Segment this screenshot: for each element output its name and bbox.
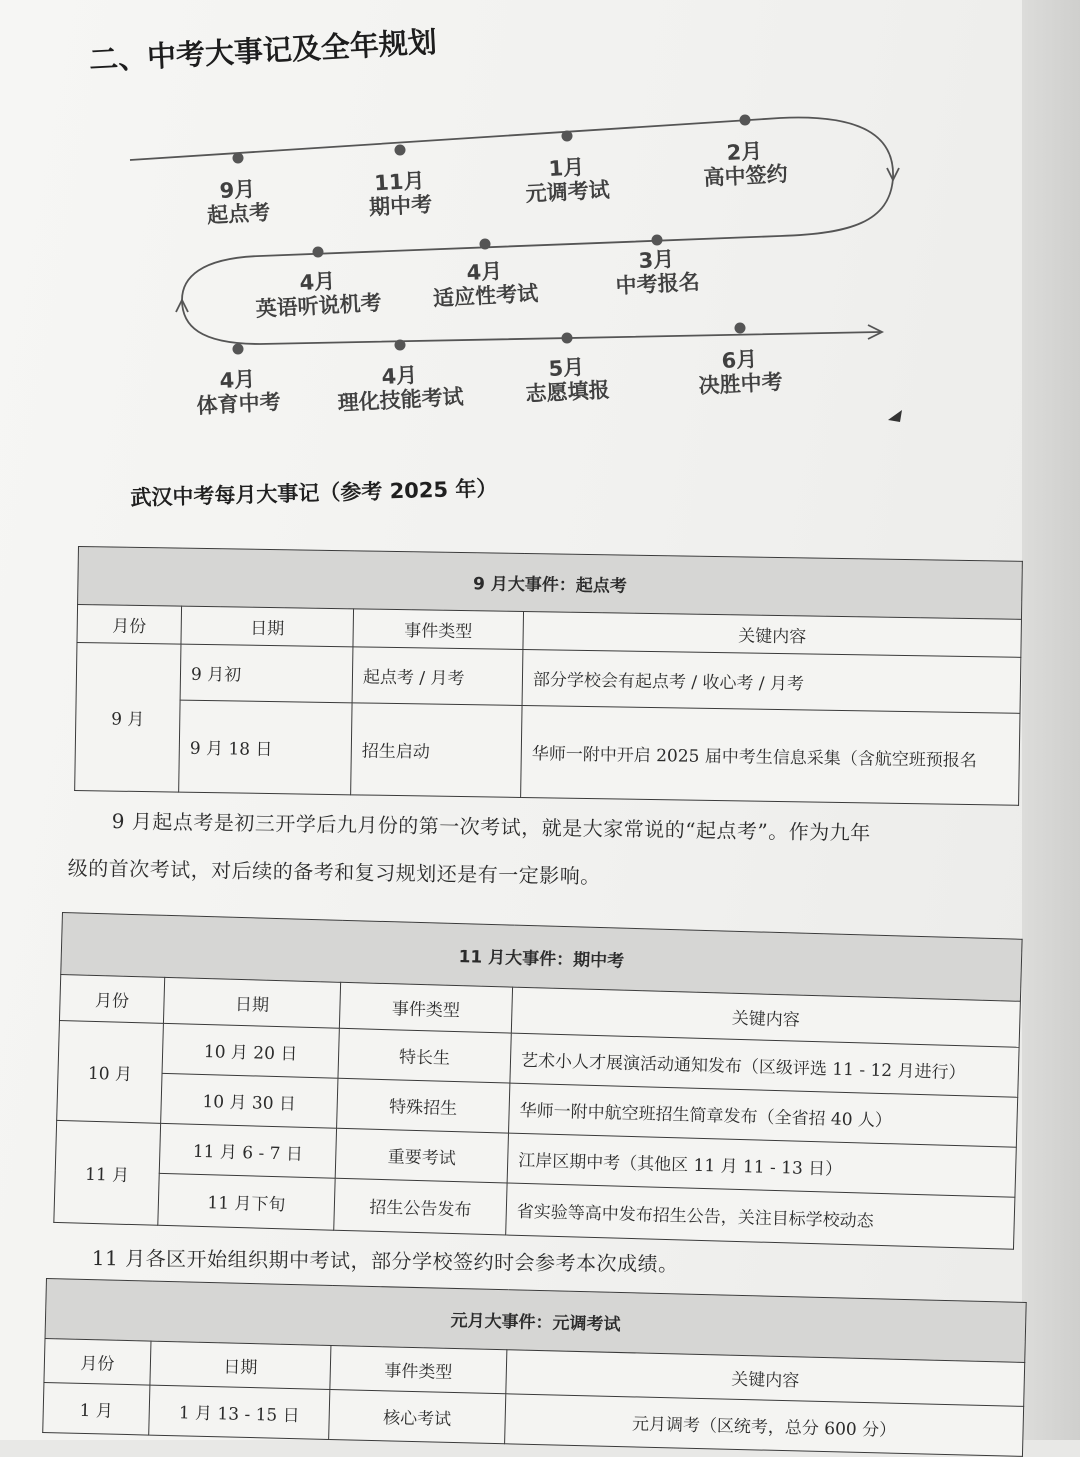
event-table-november	[53, 912, 1022, 1250]
subtitle: 武汉中考每月大事记（参考 2025 年）	[130, 476, 498, 510]
content-cell: 华师一附中航空班招生简章发布（全省招 40 人）	[509, 1083, 1018, 1147]
timeline-month: 11月	[373, 168, 426, 196]
date-cell: 1 月 13 - 15 日	[149, 1385, 330, 1439]
timeline-dot	[735, 323, 746, 334]
timeline-month: 2月	[725, 139, 763, 165]
header-date: 日期	[150, 1341, 331, 1389]
table-november-wrap	[53, 912, 1022, 1250]
timeline-month: 9月	[218, 177, 256, 203]
timeline-month: 4月	[380, 363, 418, 389]
content-cell: 部分学校会有起点考 / 收心考 / 月考	[522, 650, 1021, 714]
timeline-dot	[740, 115, 751, 126]
timeline-label	[367, 168, 432, 220]
type-cell: 核心考试	[329, 1389, 506, 1443]
content-cell: 省实验等高中发布招生公告，关注目标学校动态	[506, 1183, 1015, 1249]
timeline-event: 中考报名	[615, 269, 701, 299]
timeline-event: 体育中考	[196, 389, 282, 419]
date-cell: 9 月 18 日	[179, 700, 352, 795]
month-cell: 10 月	[57, 1020, 164, 1123]
timeline-label	[702, 138, 788, 191]
timeline-dot	[562, 131, 573, 142]
timeline-event: 适应性考试	[432, 281, 539, 311]
month-cell: 11 月	[54, 1120, 161, 1225]
table-january-wrap	[42, 1278, 1026, 1457]
table-september-wrap	[74, 546, 1023, 806]
timeline-event: 理化技能考试	[337, 384, 465, 416]
timeline-event: 期中考	[368, 192, 433, 220]
paragraph-september-line2: 级的首次考试，对后续的备考和复习规划还是有一定影响。	[67, 855, 601, 889]
header-date: 日期	[181, 606, 354, 647]
timeline-label	[697, 346, 783, 399]
timeline-event: 起点考	[206, 200, 271, 228]
event-table-september	[74, 546, 1023, 806]
timeline-dot	[562, 333, 573, 344]
date-cell: 9 月初	[180, 644, 353, 703]
month-cell: 1 月	[43, 1382, 150, 1435]
timeline-event: 高中签约	[703, 161, 789, 191]
timeline-event: 英语听说机考	[255, 290, 383, 322]
header-month: 月份	[59, 974, 164, 1023]
timeline-month: 4月	[298, 269, 336, 295]
table-title: 11 月大事件：期中考	[61, 913, 1022, 1002]
header-type: 事件类型	[339, 982, 512, 1033]
timeline-dot	[480, 239, 491, 250]
header-content: 关键内容	[511, 987, 1020, 1047]
timeline-event: 志愿填报	[525, 377, 611, 407]
header-type: 事件类型	[353, 609, 524, 650]
content-cell: 元月调考（区统考，总分 600 分）	[505, 1394, 1024, 1457]
header-month: 月份	[77, 605, 182, 645]
type-cell: 特殊招生	[337, 1078, 510, 1133]
timeline-label	[205, 176, 270, 228]
timeline-dot	[395, 145, 406, 156]
timeline-label	[614, 246, 700, 299]
type-cell: 招生启动	[351, 703, 522, 798]
month-cell: 9 月	[75, 642, 181, 792]
table-title: 元月大事件：元调考试	[45, 1279, 1026, 1363]
timeline-month: 6月	[720, 347, 758, 373]
timeline-dot	[313, 247, 324, 258]
type-cell: 招生公告发布	[334, 1178, 507, 1235]
timeline-label	[254, 267, 382, 322]
section-title: 二、中考大事记及全年规划	[88, 24, 438, 77]
timeline-dot	[233, 153, 244, 164]
timeline-month: 3月	[637, 247, 675, 273]
type-cell: 特长生	[338, 1028, 511, 1083]
date-cell: 10 月 20 日	[162, 1023, 339, 1078]
timeline-label	[336, 361, 464, 416]
timeline-month: 4月	[465, 259, 503, 285]
table-title: 9 月大事件：起点考	[78, 547, 1023, 620]
event-table-january	[42, 1278, 1026, 1457]
timeline-month: 5月	[547, 355, 585, 381]
header-type: 事件类型	[330, 1345, 507, 1393]
table-row	[75, 698, 1020, 805]
content-cell: 华师一附中开启 2025 届中考生信息采集（含航空班预报名	[521, 705, 1020, 805]
date-cell: 11 月 6 - 7 日	[159, 1123, 336, 1178]
timeline-label	[524, 154, 610, 207]
timeline-label	[431, 257, 538, 311]
header-content: 关键内容	[523, 612, 1022, 658]
timeline-dot	[652, 235, 663, 246]
timeline-dot	[395, 340, 406, 351]
timeline-event: 元调考试	[525, 177, 611, 207]
corner-mark	[888, 410, 902, 422]
timeline-month: 4月	[218, 367, 256, 393]
date-cell: 11 月下旬	[158, 1173, 335, 1230]
type-cell: 起点考 / 月考	[352, 647, 523, 706]
timeline-event: 决胜中考	[698, 369, 784, 399]
type-cell: 重要考试	[335, 1128, 508, 1183]
header-month: 月份	[44, 1338, 151, 1385]
content-cell: 艺术小人才展演活动通知发布（区级评选 11 - 12 月进行）	[510, 1033, 1019, 1097]
timeline-month: 1月	[547, 155, 585, 181]
timeline-label	[524, 354, 610, 407]
date-cell: 10 月 30 日	[161, 1073, 338, 1128]
paragraph-september-line1: 9 月起点考是初三开学后九月份的第一次考试，就是大家常说的“起点考”。作为九年	[111, 808, 871, 845]
timeline-label	[195, 366, 281, 419]
header-date: 日期	[163, 977, 340, 1028]
timeline-dot	[233, 344, 244, 355]
header-content: 关键内容	[506, 1350, 1025, 1407]
content-cell: 江岸区期中考（其他区 11 月 11 - 13 日）	[507, 1133, 1016, 1197]
paragraph-november: 11 月各区开始组织期中考试，部分学校签约时会参考本次成绩。	[91, 1245, 679, 1277]
